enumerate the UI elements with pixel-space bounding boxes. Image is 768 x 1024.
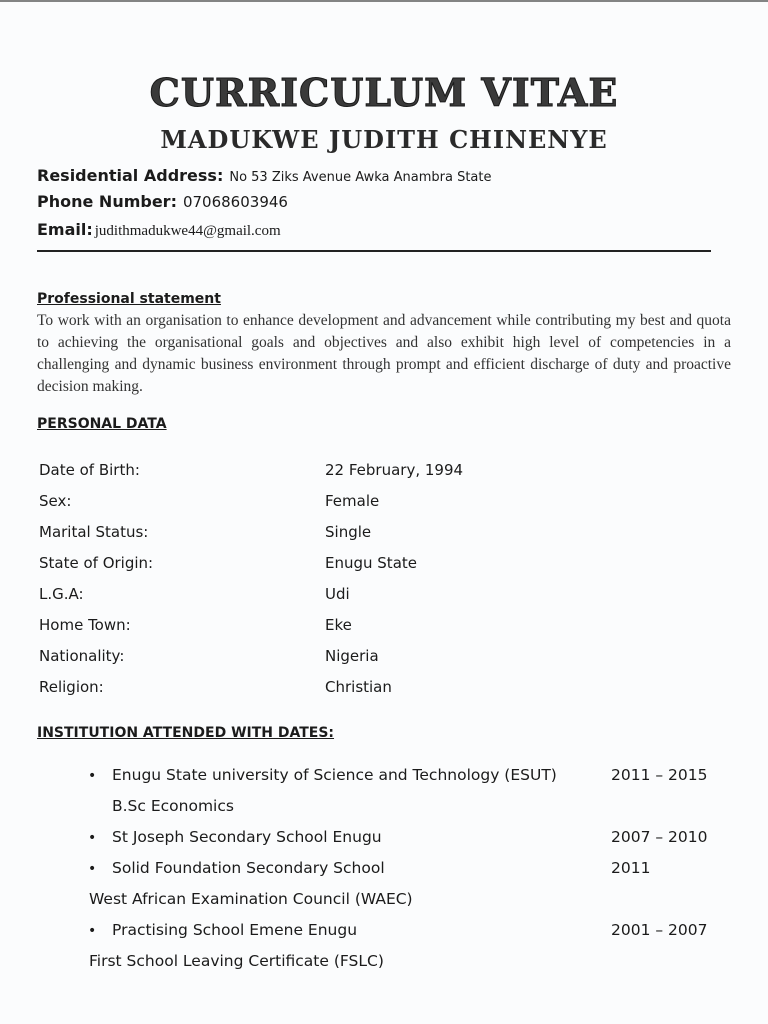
home-town-value: Eke (325, 616, 352, 634)
religion-label: Religion: (39, 678, 104, 696)
email-line (37, 220, 281, 240)
institution-note: B.Sc Economics (112, 797, 234, 815)
state-of-origin-value: Enugu State (325, 554, 417, 572)
phone-value: 07068603946 (182, 193, 288, 211)
scan-edge-line (0, 0, 768, 2)
nationality-value: Nigeria (325, 647, 379, 665)
marital-status-value: Single (325, 523, 372, 541)
bullet-icon: • (88, 923, 97, 939)
institution-note: First School Leaving Certificate (FSLC) (89, 952, 384, 970)
institution-name: Enugu State university of Science and Technology (ESUT) (112, 766, 557, 784)
phone-label: Phone Number: (37, 192, 177, 211)
dob-label: Date of Birth: (39, 461, 140, 479)
institutions-heading: INSTITUTION ATTENDED WITH DATES: (37, 725, 335, 741)
personal-data-row (37, 678, 637, 702)
personal-data-row (37, 554, 637, 578)
professional-statement-text: To work with an organisation to enhance development and advancement while contributing my best and quota to achieving the organisational goals and objectives and also exhibit high level of competencies in a challenging and dynamic business environment through prompt and efficient discharge of duty and proactive decision making. (37, 312, 731, 395)
bullet-icon: • (88, 861, 97, 877)
institution-note: West African Examination Council (WAEC) (89, 890, 413, 908)
sex-value: Female (325, 492, 380, 510)
candidate-name: MADUKWE JUDITH CHINENYE (160, 125, 608, 154)
institution-name: Practising School Emene Enugu (112, 921, 358, 939)
address-label: Residential Address: (37, 166, 224, 185)
personal-data-row (37, 616, 637, 640)
lga-value: Udi (325, 585, 350, 603)
personal-data-row (37, 523, 637, 547)
personal-data-heading: PERSONAL DATA (37, 416, 167, 432)
bullet-icon: • (88, 830, 97, 846)
header-divider (37, 250, 711, 252)
professional-statement-heading: Professional statement (37, 291, 221, 307)
institution-years: 2007 – 2010 (611, 828, 708, 846)
personal-data-row (37, 492, 637, 516)
address-line (37, 166, 491, 185)
nationality-label: Nationality: (39, 647, 125, 665)
institution-years: 2011 (611, 859, 651, 877)
state-of-origin-label: State of Origin: (39, 554, 154, 572)
phone-line (37, 192, 288, 211)
home-town-label: Home Town: (39, 616, 131, 634)
email-label: Email: (37, 220, 93, 239)
address-value: No 53 Ziks Avenue Awka Anambra State (229, 170, 492, 185)
institution-years: 2001 – 2007 (611, 921, 708, 939)
lga-label: L.G.A: (39, 585, 84, 603)
institution-years: 2011 – 2015 (611, 766, 708, 784)
religion-value: Christian (325, 678, 392, 696)
marital-status-label: Marital Status: (39, 523, 149, 541)
personal-data-row (37, 647, 637, 671)
institution-name: St Joseph Secondary School Enugu (112, 828, 382, 846)
personal-data-row (37, 461, 637, 485)
sex-label: Sex: (39, 492, 72, 510)
bullet-icon: • (88, 768, 97, 784)
dob-value: 22 February, 1994 (325, 461, 464, 479)
personal-data-row (37, 585, 637, 609)
institution-name: Solid Foundation Secondary School (112, 859, 385, 877)
document-title: CURRICULUM VITAE (149, 70, 619, 115)
email-value: judithmadukwe44@gmail.com (94, 223, 281, 239)
